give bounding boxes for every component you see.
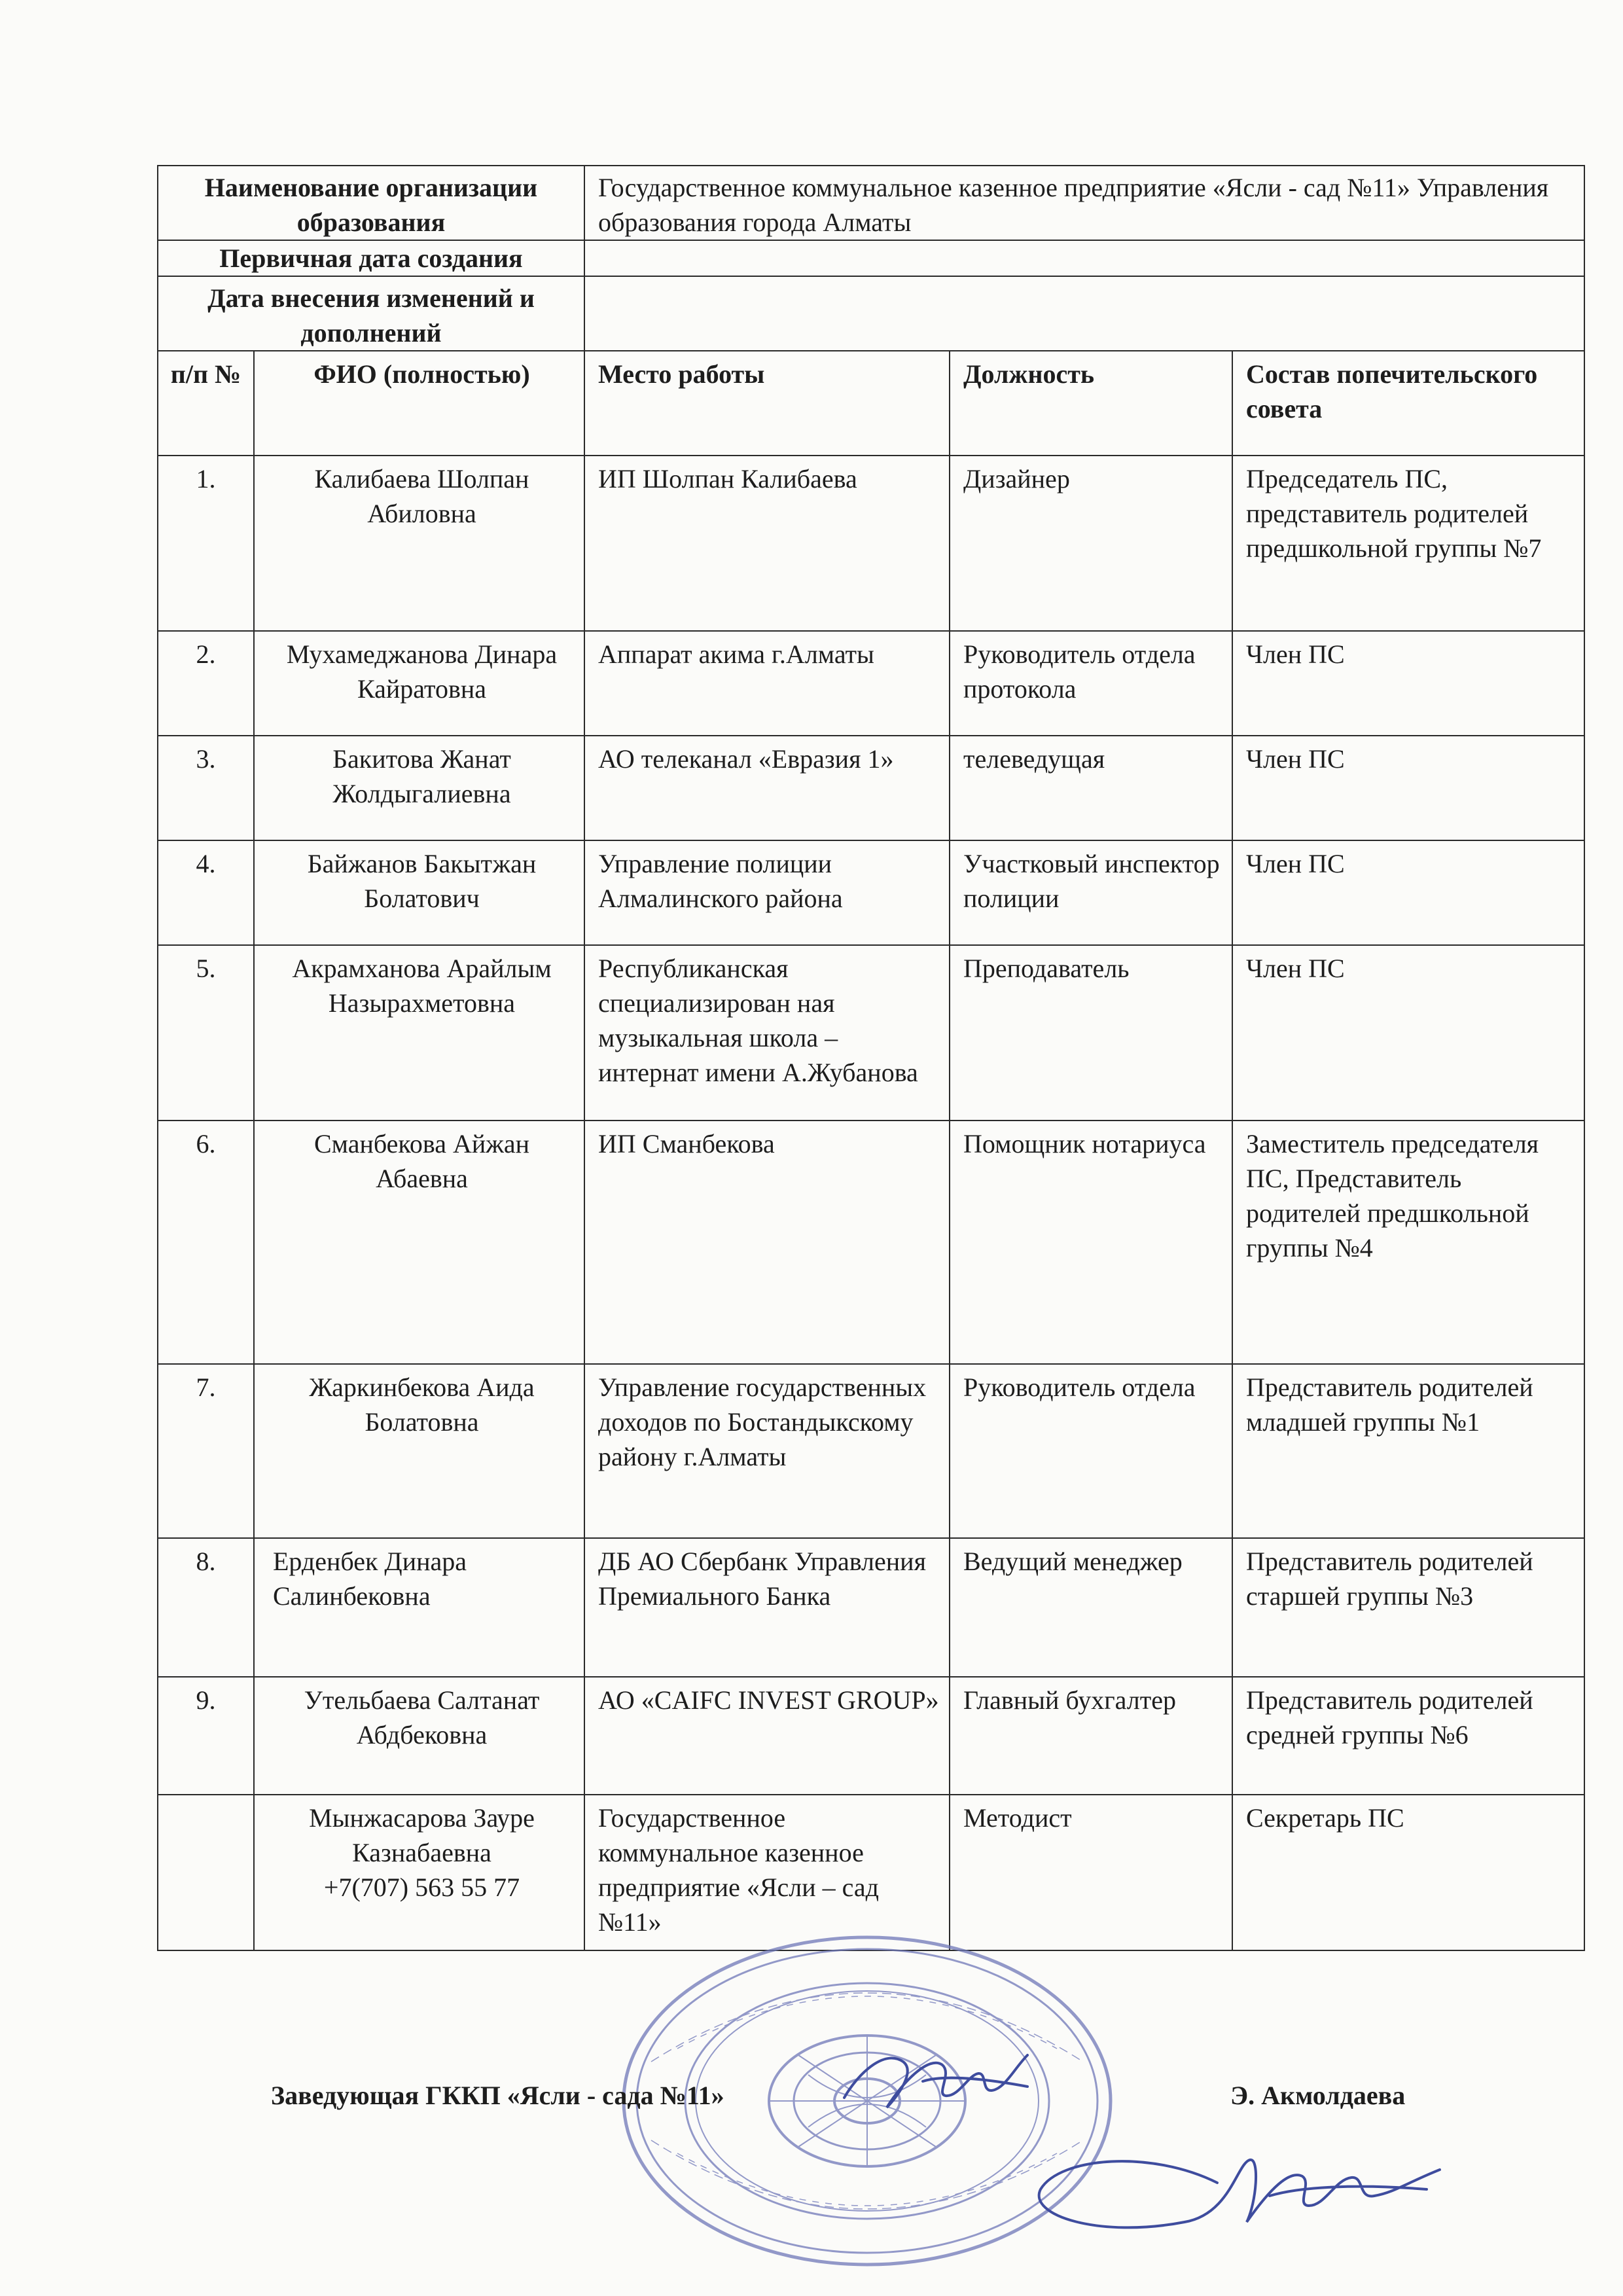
table-row [158, 1538, 1584, 1677]
head-title: Заведующая ГККП «Ясли - сада №11» [271, 2081, 724, 2110]
head-name: Э. Акмолдаева [1230, 2081, 1406, 2110]
table-row [158, 736, 1584, 840]
member-position: Дизайнер [950, 456, 1232, 631]
member-workplace: Управление государственных доходов по Бостандыкскому району г.Алматы [584, 1364, 950, 1538]
row-number: 9. [158, 1677, 254, 1795]
member-workplace: Республиканская специализирован ная музыкальная школа – интернат имени А.Жубанова [584, 945, 950, 1121]
table-row [158, 1364, 1584, 1538]
member-position: Руководитель отдела протокола [950, 631, 1232, 736]
org-label: Наименование организации образования [158, 166, 584, 240]
member-position: Методист [950, 1795, 1232, 1950]
created-row [158, 240, 1584, 276]
member-name: Бакитова Жанат Жолдыгалиевна [254, 736, 584, 840]
member-name-cell [254, 1795, 584, 1950]
member-name: Мухамеджанова Динара Кайратовна [254, 631, 584, 736]
row-number: 4. [158, 840, 254, 945]
org-value: Государственное коммунальное казенное предприятие «Ясли - сад №11» Управления образования города Алматы [584, 166, 1584, 240]
member-workplace: Государственное коммунальное казенное предприятие «Ясли – сад №11» [584, 1795, 950, 1950]
member-council-role: Член ПС [1232, 945, 1584, 1121]
member-position: Помощник нотариуса [950, 1121, 1232, 1364]
row-number: 3. [158, 736, 254, 840]
col-header-num: п/п № [158, 351, 254, 456]
row-number [158, 1795, 254, 1950]
second-signature [1021, 2124, 1453, 2255]
row-number: 1. [158, 456, 254, 631]
changes-label: Дата внесения изменений и дополнений [158, 276, 584, 351]
signature-footer [0, 2073, 1623, 2126]
table-row [158, 840, 1584, 945]
member-council-role: Представитель родителей средней группы №6 [1232, 1677, 1584, 1795]
member-council-role: Председатель ПС, представитель родителей предшкольной группы №7 [1232, 456, 1584, 631]
created-label: Первичная дата создания [158, 240, 584, 276]
row-number: 8. [158, 1538, 254, 1677]
member-name: Сманбекова Айжан Абаевна [254, 1121, 584, 1364]
member-council-role: Член ПС [1232, 631, 1584, 736]
member-name: Мынжасарова Зауре Казнабаевна [309, 1803, 535, 1867]
col-header-position: Должность [950, 351, 1232, 456]
row-number: 5. [158, 945, 254, 1121]
column-header-row [158, 351, 1584, 456]
member-workplace: АО «CAIFC INVEST GROUP» [584, 1677, 950, 1795]
member-council-role: Представитель родителей старшей группы №3 [1232, 1538, 1584, 1677]
member-council-role: Секретарь ПС [1232, 1795, 1584, 1950]
table-row [158, 1795, 1584, 1950]
changes-row [158, 276, 1584, 351]
member-workplace: Аппарат акима г.Алматы [584, 631, 950, 736]
member-name: Байжанов Бакытжан Болатович [254, 840, 584, 945]
table-row [158, 1121, 1584, 1364]
member-position: телеведущая [950, 736, 1232, 840]
council-table [157, 165, 1585, 1951]
table-row [158, 1677, 1584, 1795]
member-name: Калибаева Шолпан Абиловна [254, 456, 584, 631]
member-phone: +7(707) 563 55 77 [323, 1873, 520, 1902]
member-workplace: АО телеканал «Евразия 1» [584, 736, 950, 840]
member-workplace: ДБ АО Сбербанк Управления Премиального Банка [584, 1538, 950, 1677]
table-row [158, 631, 1584, 736]
member-position: Ведущий менеджер [950, 1538, 1232, 1677]
member-position: Участковый инспектор полиции [950, 840, 1232, 945]
member-name: Акрамханова Арайлым Назырахметовна [254, 945, 584, 1121]
col-header-work: Место работы [584, 351, 950, 456]
member-workplace: Управление полиции Алмалинского района [584, 840, 950, 945]
col-header-role: Состав попечительского совета [1232, 351, 1584, 456]
member-position: Преподаватель [950, 945, 1232, 1121]
row-number: 6. [158, 1121, 254, 1364]
member-name: Жаркинбекова Аида Болатовна [254, 1364, 584, 1538]
created-value [584, 240, 1584, 276]
member-workplace: ИП Шолпан Калибаева [584, 456, 950, 631]
member-council-role: Заместитель председателя ПС, Представитель родителей предшкольной группы №4 [1232, 1121, 1584, 1364]
member-council-role: Член ПС [1232, 736, 1584, 840]
member-council-role: Член ПС [1232, 840, 1584, 945]
member-position: Руководитель отдела [950, 1364, 1232, 1538]
table-row [158, 945, 1584, 1121]
member-workplace: ИП Сманбекова [584, 1121, 950, 1364]
row-number: 7. [158, 1364, 254, 1538]
col-header-fio: ФИО (полностью) [254, 351, 584, 456]
member-name: Ерденбек Динара Салинбековна [254, 1538, 584, 1677]
member-council-role: Представитель родителей младшей группы №1 [1232, 1364, 1584, 1538]
row-number: 2. [158, 631, 254, 736]
changes-value [584, 276, 1584, 351]
member-position: Главный бухгалтер [950, 1677, 1232, 1795]
table-row [158, 456, 1584, 631]
org-row [158, 166, 1584, 240]
member-name: Утельбаева Салтанат Абдбековна [254, 1677, 584, 1795]
